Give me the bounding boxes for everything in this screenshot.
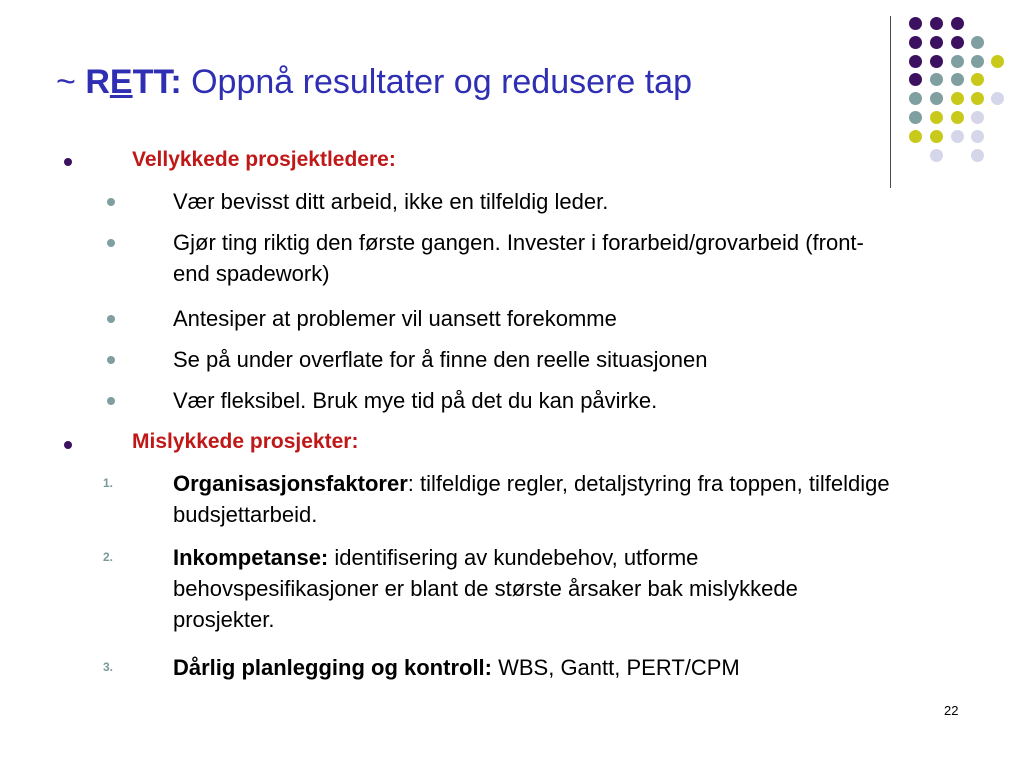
decor-dot xyxy=(930,111,943,124)
decor-dot xyxy=(909,36,922,49)
level1-bullet xyxy=(64,158,72,166)
decor-dot xyxy=(909,55,922,68)
decor-dot xyxy=(991,55,1004,68)
list-item: Se på under overflate for å finne den reelle situasjonen xyxy=(173,347,708,372)
decor-dot xyxy=(951,55,964,68)
slide-title xyxy=(56,62,692,102)
decor-dot xyxy=(909,92,922,105)
decor-dot xyxy=(951,130,964,143)
decor-dot xyxy=(930,149,943,162)
decor-dot xyxy=(930,17,943,30)
title-e-underlined: E xyxy=(109,63,133,101)
list-item-bold: Organisasjonsfaktorer xyxy=(173,471,408,496)
section-heading-failed-projects: Mislykkede prosjekter: xyxy=(132,430,359,453)
level2-bullet xyxy=(107,315,115,323)
decor-dot xyxy=(951,17,964,30)
decor-dot xyxy=(971,55,984,68)
list-item-text: : tilfeldige regler, detaljstyring fra toppen, tilfeldige budsjettarbeid. xyxy=(173,471,890,527)
decor-dot xyxy=(930,36,943,49)
decor-dot xyxy=(971,92,984,105)
decor-dot xyxy=(951,73,964,86)
title-r: R xyxy=(85,63,110,101)
decor-dot xyxy=(971,130,984,143)
list-number: 2. xyxy=(103,550,114,564)
decor-dot xyxy=(991,92,1004,105)
decor-dot xyxy=(930,73,943,86)
decor-dot xyxy=(971,36,984,49)
list-item: Vær fleksibel. Bruk mye tid på det du kan påvirke. xyxy=(173,388,658,413)
decor-dot xyxy=(971,111,984,124)
numbered-list-item xyxy=(173,652,893,683)
decor-dot xyxy=(971,149,984,162)
decorative-divider-line xyxy=(890,16,891,188)
numbered-list-item xyxy=(173,468,893,530)
decor-dot xyxy=(909,111,922,124)
list-item: Vær bevisst ditt arbeid, ikke en tilfeldig leder. xyxy=(173,189,609,214)
decor-dot xyxy=(951,92,964,105)
title-rest: Oppnå resultater og redusere tap xyxy=(181,63,692,101)
list-item-bold: Inkompetanse: xyxy=(173,545,329,570)
list-item-bold: Dårlig planlegging og kontroll: xyxy=(173,655,492,680)
page-number: 22 xyxy=(944,703,959,718)
decor-dot xyxy=(909,17,922,30)
decor-dot xyxy=(909,73,922,86)
level2-bullet xyxy=(107,397,115,405)
decor-dot xyxy=(951,111,964,124)
decor-dot xyxy=(909,130,922,143)
decor-dot xyxy=(971,73,984,86)
decor-dot xyxy=(930,130,943,143)
title-tt: TT: xyxy=(132,63,182,101)
list-item: Gjør ting riktig den første gangen. Invester i forarbeid/grovarbeid (front-end spadework) xyxy=(173,230,864,286)
decor-dot xyxy=(930,55,943,68)
level2-bullet xyxy=(107,198,115,206)
level2-bullet xyxy=(107,239,115,247)
level1-bullet xyxy=(64,441,72,449)
list-number: 3. xyxy=(103,660,114,674)
list-number: 1. xyxy=(103,476,114,490)
decor-dot xyxy=(951,36,964,49)
section-heading-successful-managers: Vellykkede prosjektledere: xyxy=(132,148,396,171)
decor-dot xyxy=(930,92,943,105)
list-item-text: WBS, Gantt, PERT/CPM xyxy=(492,655,740,680)
title-tilde: ~ xyxy=(56,63,86,101)
level2-bullet xyxy=(107,356,115,364)
numbered-list-item xyxy=(173,542,893,635)
list-item: Antesiper at problemer vil uansett forekomme xyxy=(173,306,617,331)
list-item-text: identifisering av kundebehov, utforme behovspesifikasjoner er blant de største årsaker bak mislykkede prosjekter. xyxy=(173,545,798,632)
